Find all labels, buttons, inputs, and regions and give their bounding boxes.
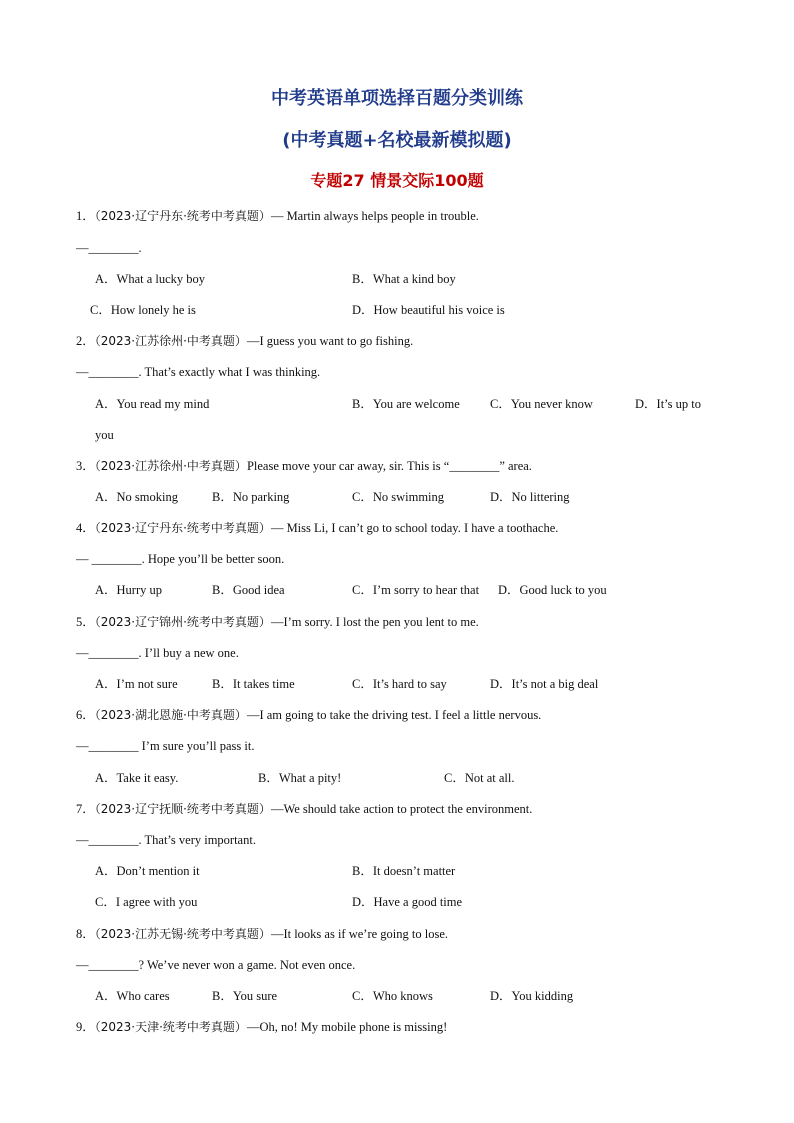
question-number: 4． [76,521,95,535]
question-source: （2023·江苏无锡·统考中考真题） [94,927,271,941]
question-2-option-c: C．You never know [490,397,593,411]
question-number: 2． [76,334,95,348]
question-5-stem [76,614,479,630]
question-source: （2023·辽宁抚顺·统考中考真题） [94,802,271,816]
question-7-answer-line: —________. That’s very important. [76,833,256,847]
question-8-option-c: C．Who knows [352,989,433,1003]
question-4-option-a: A．Hurry up [95,583,163,597]
document-subtitle: (中考真题+名校最新模拟题) [282,130,512,151]
question-3-option-d: D．No littering [490,490,570,504]
question-8-option-b: B．You sure [212,989,278,1003]
question-text: —It looks as if we’re going to lose. [270,927,448,941]
question-3-stem [76,458,532,474]
question-1-option-d: D．How beautiful his voice is [352,303,505,317]
question-7-option-d: D．Have a good time [352,895,463,909]
question-number: 7． [76,802,95,816]
question-8-stem [76,926,448,942]
question-1-stem [76,208,479,224]
question-source: （2023·江苏徐州·中考真题） [94,334,247,348]
question-2-option-d: D．It’s up to [635,397,701,411]
question-1-option-a: A．What a lucky boy [95,272,206,286]
question-source: （2023·湖北恩施·中考真题） [94,708,247,722]
question-text: Please move your car away, sir. This is “________” area. [246,459,532,473]
question-2-answer-line: —________. That’s exactly what I was thinking. [76,365,321,379]
question-4-answer-line: — ________. Hope you’ll be better soon. [76,552,285,566]
question-8-answer-line: —________? We’ve never won a game. Not even once. [76,958,356,972]
question-number: 5． [76,615,95,629]
question-number: 8． [76,927,95,941]
question-6-option-a: A．Take it easy. [95,771,179,785]
question-4-option-d: D．Good luck to you [498,583,607,597]
question-1-option-b: B．What a kind boy [352,272,456,286]
question-7-option-a: A．Don’t mention it [95,864,200,878]
question-5-option-c: C．It’s hard to say [352,677,447,691]
question-text: —We should take action to protect the environment. [270,802,533,816]
question-7-stem [76,801,532,817]
question-2-option-d-continued: you [95,428,114,442]
question-text: —I guess you want to go fishing. [246,334,414,348]
question-6-stem [76,707,541,723]
question-6-answer-line: —________ I’m sure you’ll pass it. [76,739,255,753]
question-number: 6． [76,708,95,722]
question-8-option-d: D．You kidding [490,989,574,1003]
question-number: 9． [76,1020,95,1034]
question-9-stem [76,1019,447,1035]
question-number: 3． [76,459,95,473]
question-source: （2023·辽宁丹东·统考中考真题） [94,209,271,223]
question-5-answer-line: —________. I’ll buy a new one. [76,646,239,660]
question-3-option-b: B．No parking [212,490,290,504]
question-5-option-b: B．It takes time [212,677,295,691]
question-2-option-b: B．You are welcome [352,397,460,411]
question-7-option-b: B．It doesn’t matter [352,864,456,878]
question-8-option-a: A．Who cares [95,989,170,1003]
question-text: — Miss Li, I can’t go to school today. I have a toothache. [270,521,559,535]
question-source: （2023·辽宁锦州·统考中考真题） [94,615,271,629]
question-3-option-a: A．No smoking [95,490,178,504]
topic-heading: 专题27 情景交际100题 [310,171,484,190]
question-text: —I am going to take the driving test. I feel a little nervous. [246,708,542,722]
question-6-option-b: B．What a pity! [258,771,342,785]
question-1-answer-line: —________. [76,241,142,255]
question-6-option-c: C．Not at all. [444,771,515,785]
question-3-option-c: C．No swimming [352,490,445,504]
question-source: （2023·辽宁丹东·统考中考真题） [94,521,271,535]
question-4-option-b: B．Good idea [212,583,285,597]
question-2-stem [76,333,413,349]
question-2-option-a: A．You read my mind [95,397,210,411]
question-number: 1． [76,209,95,223]
document-title: 中考英语单项选择百题分类训练 [271,88,523,109]
question-1-option-c: C．How lonely he is [90,303,196,317]
question-4-stem [76,520,558,536]
question-5-option-d: D．It’s not a big deal [490,677,599,691]
question-source: （2023·江苏徐州·中考真题） [94,459,247,473]
question-4-option-c: C．I’m sorry to hear that [352,583,480,597]
question-source: （2023·天津·统考中考真题） [94,1020,247,1034]
question-text: —I’m sorry. I lost the pen you lent to me. [270,615,479,629]
question-7-option-c: C．I agree with you [95,895,198,909]
question-5-option-a: A．I’m not sure [95,677,178,691]
question-text: — Martin always helps people in trouble. [270,209,479,223]
question-text: —Oh, no! My mobile phone is missing! [246,1020,448,1034]
